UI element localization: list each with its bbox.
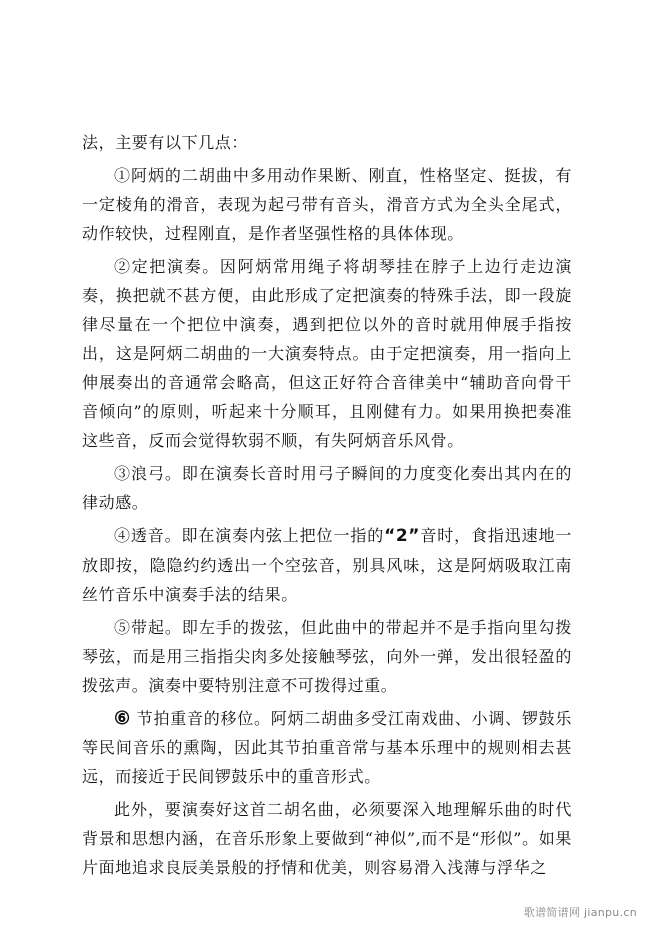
paragraph-point-4: [82, 521, 572, 609]
point-6-marker: ⑥: [114, 708, 131, 729]
point-4-after: 音时，食指迅速地一放即按，隐隐约约透出一个空弦音，别具风味，这是阿炳吸取江南丝竹音乐中演奏手法的结果。: [82, 526, 572, 604]
point-4-before: ④透音。即在演奏内弦上把位一指的: [114, 526, 385, 545]
paragraph-point-5: ⑤带起。即左手的拨弦，但此曲中的带起并不是手指向里勾拨琴弦，而是用三指指尖肉多处接触琴弦，向外一弹，发出很轻盈的拨弦声。演奏中要特别注意不可拨得过重。: [82, 618, 572, 695]
paragraph-conclusion: 此外，要演奏好这首二胡名曲，必须要深入地理解乐曲的时代背景和思想内涵，在音乐形象上要做到“神似”,而不是“形似”。如果片面地追求良辰美景般的抒情和优美，则容易滑入浅薄与浮华之: [82, 800, 572, 877]
note-2-label: “2”: [384, 526, 421, 546]
paragraph-intro: 法，主要有以下几点：: [82, 133, 249, 152]
point-6-text: 节拍重音的移位。阿炳二胡曲多受江南戏曲、小调、锣鼓乐等民间音乐的熏陶，因此其节拍重音常与基本乐理中的规则相去甚远，而接近于民间锣鼓乐中的重音形式。: [82, 709, 572, 786]
paragraph-point-3: ③浪弓。即在演奏长音时用弓子瞬间的力度变化奏出其内在的律动感。: [82, 464, 572, 512]
body-text: [82, 128, 572, 886]
paragraph-point-1: ①阿炳的二胡曲中多用动作果断、刚直，性格坚定、挺拔，有一定棱角的滑音，表现为起弓带有音头，滑音方式为全头全尾式，动作较快，过程刚直，是作者坚强性格的具体体现。: [82, 166, 572, 243]
paragraph-point-2: ②定把演奏。因阿炳常用绳子将胡琴挂在脖子上边行走边演奏，换把就不甚方便，由此形成了定把演奏的特殊手法，即一段旋律尽量在一个把位中演奏，遇到把位以外的音时就用伸展手指按出，这是阿炳二胡曲的一大演奏特点。由于定把演奏，用一指向上伸展奏出的音通常会略高，但这正好符合音律美中“辅助音向骨干音倾向”的原则，听起来十分顺耳，且刚健有力。如果用换把奏准这些音，反而会觉得软弱不顺，有失阿炳音乐风骨。: [82, 257, 572, 450]
site-watermark: 歌谱简谱网 jianpu.cn: [523, 906, 637, 919]
paragraph-point-6: [82, 704, 572, 791]
